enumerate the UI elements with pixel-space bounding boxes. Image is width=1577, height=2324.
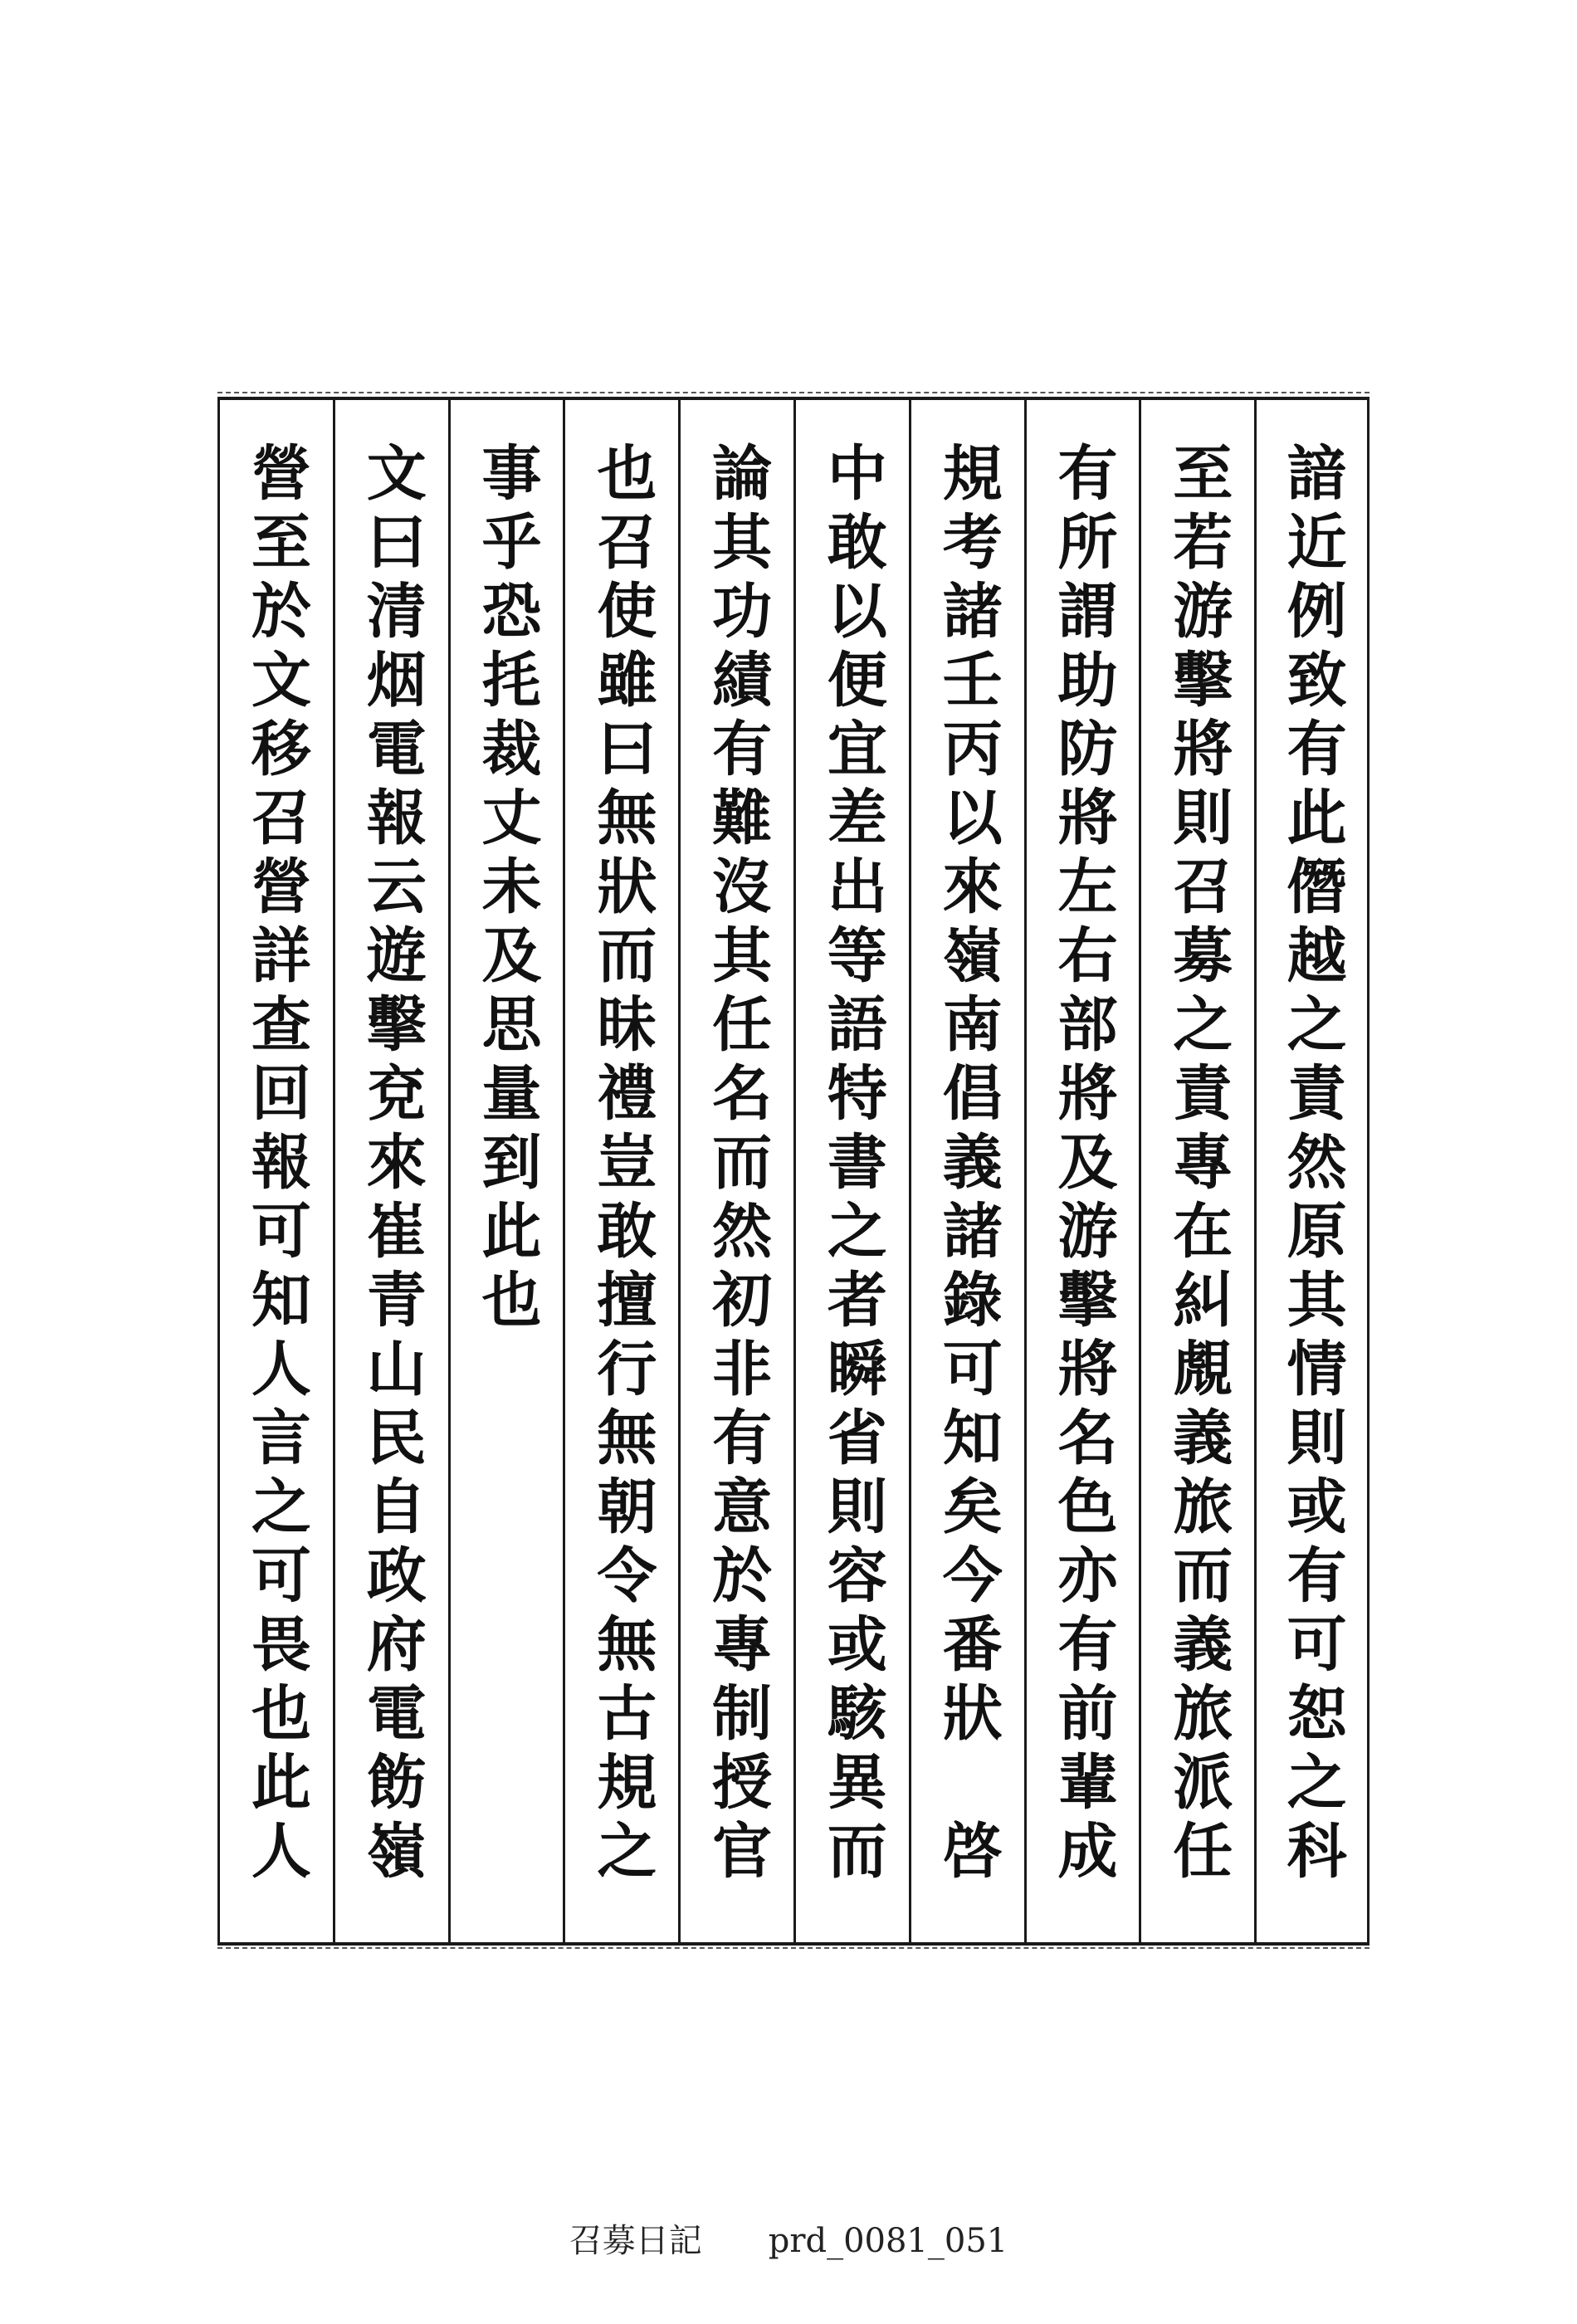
column-text: 規考諸壬丙以來嶺南倡義諸錄可知矣今番狀 啓 bbox=[932, 442, 1003, 1888]
column-text: 事乎恐㧌裁丈未及思量到此也 bbox=[471, 442, 543, 1337]
text-column bbox=[448, 400, 564, 1942]
text-column bbox=[1024, 400, 1140, 1942]
text-columns bbox=[217, 400, 1370, 1942]
column-text: 中敢以便宜差出等語特書之者瞬省則容或駭異而 bbox=[817, 442, 888, 1888]
footer-code: prd_0081_051 bbox=[768, 2222, 1008, 2260]
column-text: 也召使雖曰無狀而昧禮豈敢擅行無朝令無古規之 bbox=[587, 442, 658, 1888]
text-frame bbox=[217, 397, 1370, 1946]
footer-title: 召募日記 bbox=[569, 2222, 702, 2260]
text-column bbox=[678, 400, 793, 1942]
text-column bbox=[333, 400, 448, 1942]
text-column bbox=[217, 400, 333, 1942]
column-text: 至若游擊將則召募之責專在糾覤義旅而義旅派任 bbox=[1163, 442, 1234, 1888]
column-text: 論其功績有難沒其任名而然初非有意於專制授官 bbox=[702, 442, 774, 1888]
column-text: 營至於文移召營詳查回報可知人言之可畏也此人 bbox=[241, 442, 312, 1888]
text-column bbox=[793, 400, 909, 1942]
text-column bbox=[563, 400, 678, 1942]
column-text: 諳近例致有此僭越之責然原其情則或有可恕之科 bbox=[1277, 442, 1348, 1888]
text-column bbox=[909, 400, 1024, 1942]
column-text: 有所謂助防將左右部將及游擊將名色亦有前輩成 bbox=[1047, 442, 1119, 1888]
column-text: 文曰清烟電報云遊擊兗來崔青山民自政府電飭嶺 bbox=[356, 442, 427, 1888]
page-footer bbox=[0, 2214, 1577, 2262]
text-column bbox=[1139, 400, 1254, 1942]
text-column bbox=[1254, 400, 1370, 1942]
